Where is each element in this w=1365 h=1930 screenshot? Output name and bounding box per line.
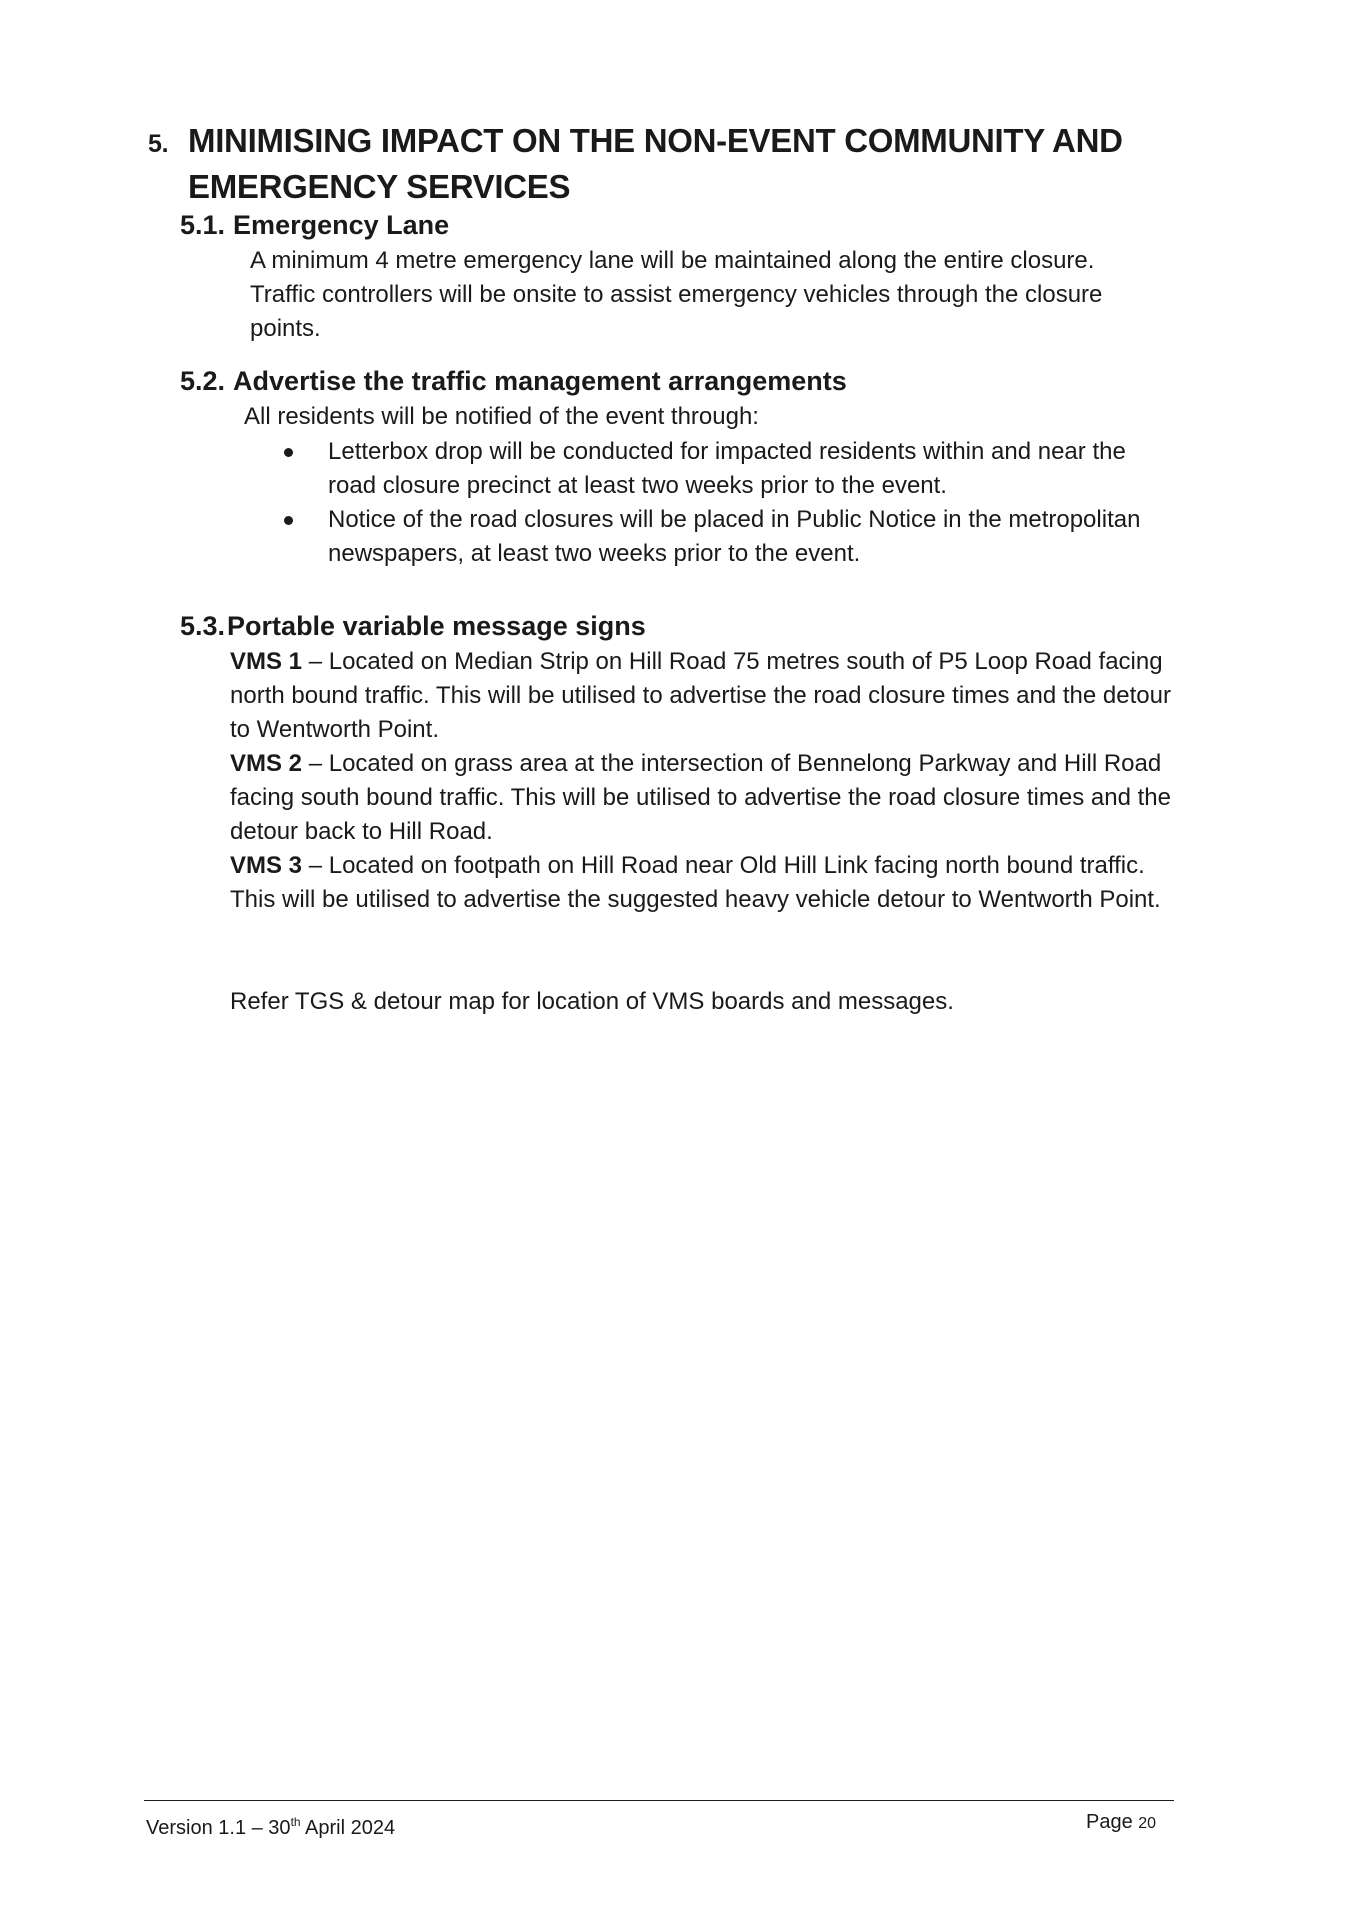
list-item [284, 435, 1174, 503]
vms-descriptions [230, 645, 1180, 917]
section-number: 5. [148, 130, 169, 158]
bullet-icon [284, 516, 293, 525]
bullet-icon [284, 448, 293, 457]
vms-paragraph [230, 849, 1180, 917]
list-item-text: Letterbox drop will be conducted for impacted residents within and near the road closure precinct at least two weeks prior to the event. [328, 438, 1126, 499]
refer-note: Refer TGS & detour map for location of VMS boards and messages. [230, 988, 954, 1015]
version-superscript: th [290, 1815, 301, 1829]
section-heading [148, 118, 1178, 210]
vms-label: VMS 1 [230, 648, 303, 675]
footer-divider [144, 1800, 1174, 1801]
footer-version [146, 1808, 395, 1842]
version-date-suffix: April 2024 [300, 1817, 396, 1839]
list-item-text: Notice of the road closures will be placed in Public Notice in the metropolitan newspapers, at least two weeks prior to the event. [328, 506, 1141, 567]
list-item [284, 503, 1174, 571]
emergency-lane-paragraph [250, 244, 1180, 346]
paragraph-line: points. [250, 315, 321, 342]
subsection-heading-5-3 [180, 609, 646, 643]
vms-label: VMS 3 [230, 852, 303, 879]
vms-text: – Located on footpath on Hill Road near Old Hill Link facing north bound traffic. This will be utilised to advertise the suggested heavy vehicle detour to Wentworth Point. [230, 852, 1161, 913]
subsection-number: 5.1. [180, 210, 226, 240]
section-title-line1: MINIMISING IMPACT ON THE NON-EVENT COMMUNITY AND [188, 122, 1123, 159]
subsection-heading-5-1 [180, 208, 449, 242]
subsection-heading-5-2 [180, 364, 847, 398]
version-text: Version 1.1 – 30 [146, 1817, 291, 1839]
subsection-title: Emergency Lane [233, 210, 450, 240]
vms-text: – Located on grass area at the intersection of Bennelong Parkway and Hill Road facing south bound traffic. This will be utilised to advertise the road closure times and the detour back to Hill Road. [230, 750, 1171, 845]
vms-text: – Located on Median Strip on Hill Road 75 metres south of P5 Loop Road facing north bound traffic. This will be utilised to advertise the road closure times and the detour to Wentworth Point. [230, 648, 1171, 743]
section-title-line2: EMERGENCY SERVICES [188, 168, 571, 205]
page-label: Page [1086, 1811, 1139, 1833]
vms-paragraph [230, 645, 1180, 747]
subsection-title: Advertise the traffic management arrangements [233, 366, 847, 396]
page-number: 20 [1138, 1815, 1157, 1832]
notification-intro: All residents will be notified of the event through: [244, 403, 759, 430]
paragraph-line: Traffic controllers will be onsite to assist emergency vehicles through the closure [250, 281, 1103, 308]
vms-label: VMS 2 [230, 750, 303, 777]
subsection-title: Portable variable message signs [227, 611, 646, 641]
paragraph-line: A minimum 4 metre emergency lane will be maintained along the entire closure. [250, 247, 1095, 274]
vms-paragraph [230, 747, 1180, 849]
notification-list [284, 435, 1174, 571]
subsection-number: 5.3. [180, 611, 226, 641]
subsection-number: 5.2. [180, 366, 226, 396]
footer-page-number [1086, 1808, 1156, 1838]
